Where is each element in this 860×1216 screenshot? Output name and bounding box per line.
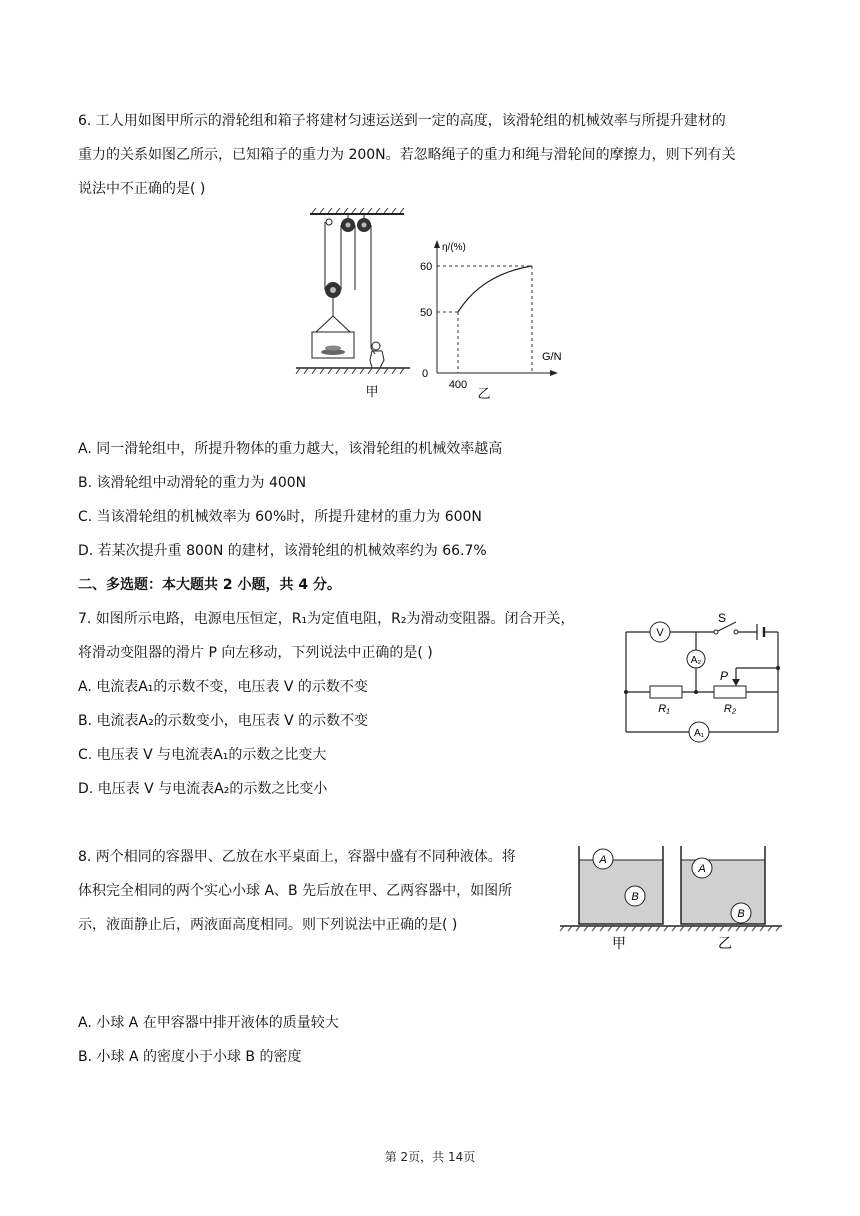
section-2-heading: 二、多选题：本大题共 2 小题，共 4 分。 bbox=[78, 577, 341, 593]
q8-option-a: A. 小球 A 在甲容器中排开液体的质量较大 bbox=[78, 1015, 339, 1031]
q6-stem-line-3: 说法中不正确的是( ) bbox=[78, 181, 206, 197]
q7-circuit bbox=[616, 608, 786, 748]
rheostat-r2 bbox=[714, 669, 746, 715]
voltmeter-label: V bbox=[656, 627, 664, 639]
tick-50: 50 bbox=[420, 307, 433, 319]
ammeter-a1-label: A₁ bbox=[693, 728, 705, 739]
q6-option-b: B. 该滑轮组中动滑轮的重力为 400N bbox=[78, 475, 307, 491]
q8-option-b: B. 小球 A 的密度小于小球 B 的密度 bbox=[78, 1049, 302, 1065]
switch bbox=[714, 611, 738, 634]
ammeter-a1 bbox=[689, 722, 709, 742]
q7-stem-line-1: 7. 如图所示电路，电源电压恒定，R₁为定值电阻，R₂为滑动变阻器。闭合开关， bbox=[78, 611, 575, 627]
label-yi-q8: 乙 bbox=[718, 935, 732, 951]
fixed-pulleys bbox=[326, 214, 371, 232]
ground bbox=[296, 368, 410, 374]
battery bbox=[757, 624, 764, 640]
q8-stem-line-1: 8. 两个相同的容器甲、乙放在水平桌面上，容器中盛有不同种液体。将 bbox=[78, 849, 516, 865]
efficiency-curve bbox=[458, 266, 532, 312]
label-yi: 乙 bbox=[477, 386, 491, 401]
slider-label: P bbox=[720, 669, 729, 683]
q8-figure bbox=[556, 842, 786, 957]
ball-b-jia: B bbox=[631, 891, 639, 903]
y-axis-label: η/(%) bbox=[442, 242, 466, 253]
q6-stem-line-2: 重力的关系如图乙所示，已知箱子的重力为 200N。若忽略绳子的重力和绳与滑轮间的摩擦力，则下列有关 bbox=[78, 147, 736, 163]
q8-stem-line-2: 体积完全相同的两个实心小球 A、B 先后放在甲、乙两容器中，如图所 bbox=[78, 883, 513, 899]
resistor-r1 bbox=[650, 686, 682, 715]
ball-a-jia: A bbox=[599, 854, 607, 866]
box bbox=[312, 332, 354, 358]
label-jia: 甲 bbox=[365, 384, 379, 399]
voltmeter bbox=[650, 622, 670, 642]
table-surface bbox=[560, 926, 782, 931]
ball-a-yi: A bbox=[698, 863, 706, 875]
container-jia bbox=[579, 846, 663, 924]
r1-label: R₁ bbox=[658, 703, 670, 715]
q6-figure bbox=[292, 208, 572, 408]
tick-400: 400 bbox=[448, 379, 468, 391]
tick-60: 60 bbox=[420, 261, 433, 273]
x-axis-label: G/N bbox=[542, 351, 562, 363]
switch-label: S bbox=[718, 611, 727, 625]
ammeter-a2 bbox=[687, 650, 705, 668]
ball-b-yi: B bbox=[737, 908, 745, 920]
worker bbox=[370, 342, 384, 368]
ceiling bbox=[310, 208, 404, 214]
q6-stem-line-1: 6. 工人用如图甲所示的滑轮组和箱子将建材匀速运送到一定的高度，该滑轮组的机械效率与所提升建材的 bbox=[78, 113, 726, 129]
q6-option-a: A. 同一滑轮组中，所提升物体的重力越大，该滑轮组的机械效率越高 bbox=[78, 441, 503, 457]
q7-option-a: A. 电流表A₁的示数不变，电压表 V 的示数不变 bbox=[78, 679, 368, 695]
q7-option-b: B. 电流表A₂的示数变小，电压表 V 的示数不变 bbox=[78, 713, 369, 729]
label-jia-q8: 甲 bbox=[612, 935, 626, 951]
q8-stem-line-3: 示，液面静止后，两液面高度相同。则下列说法中正确的是( ) bbox=[78, 917, 458, 933]
origin-label: 0 bbox=[422, 368, 429, 380]
q7-option-d: D. 电压表 V 与电流表A₂的示数之比变小 bbox=[78, 781, 328, 797]
efficiency-graph bbox=[420, 240, 562, 391]
q7-stem-line-2: 将滑动变阻器的滑片 P 向左移动，下列说法中正确的是( ) bbox=[78, 645, 433, 661]
q6-option-c: C. 当该滑轮组的机械效率为 60%时，所提升建材的重力为 600N bbox=[78, 509, 482, 525]
container-yi bbox=[681, 846, 765, 924]
ammeter-a2-label: A₂ bbox=[690, 655, 702, 666]
r2-label: R₂ bbox=[723, 703, 737, 715]
movable-pulley bbox=[316, 282, 350, 332]
page-footer: 第 2页，共 14页 bbox=[384, 1150, 476, 1164]
q6-option-d: D. 若某次提升重 800N 的建材，该滑轮组的机械效率约为 66.7% bbox=[78, 543, 487, 559]
q7-option-c: C. 电压表 V 与电流表A₁的示数之比变大 bbox=[78, 747, 327, 763]
